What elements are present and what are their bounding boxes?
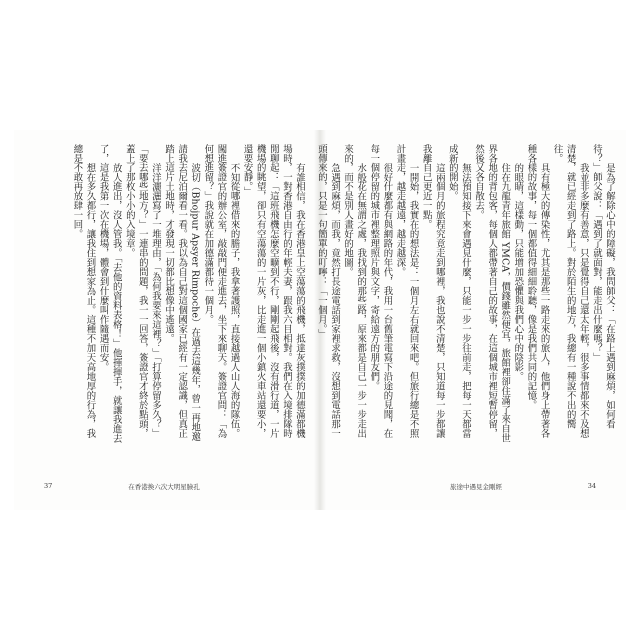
paragraph: 急遇到麻煩，而我，竟然打長途電話到家裡求救，沒想到電話那一頭傳來的，只是一句簡單的叮嚀：「一個月。」: [315, 144, 341, 439]
paragraph: 具有極大的傳染性，尤其是那些一路走來的旅人，他們身上帶著各種各樣的故事，每一個都值得細細聆聽，像是我們共同的記憶。: [525, 144, 550, 439]
paragraph: 水般花在無謂之處，我找到的那些路，原來都是自己一步一步走出來的，而不是別人畫好的地圖。: [342, 144, 367, 439]
running-title: 在香港換六次大明星臉孔: [128, 483, 200, 491]
paragraph: 很好什麼都有與網路的年代，我用一台舊筆電寫下沿途的見聞，在每一個停留的城市裡整理照片與文字，寄給遠方的朋友們。: [368, 144, 393, 439]
paragraph: 波切（Bhojpur Apsyer Rimpoche）在過去這幾年，曾一再地邀請我去尼泊爾看一看。我以為自己對這個國家已經有一定認識，但真正踏上這片土地時，才發現一切都比想像中遙遠。: [163, 144, 201, 442]
paragraph: 的眼睛，這樣動，只能增加恐懼與我們心中的陰影。: [512, 162, 524, 382]
paragraph: 無法預知接下來會遇見什麼，只能一步一步往前走，把每一天都當成新的開始。: [446, 144, 471, 439]
paragraph: 我並非多麼有善意，只是覺得自己還太年輕，很多事情都來不及想清楚，就已經走到了路上。對於陌生的地方，我總有一種說不出的嚮往。: [551, 144, 589, 439]
paragraph: 是為了解除心中的障礙，我問師父：「在路上遇到麻煩，如何看待？」師父說：「遇到了就面對，能走出什麼嗎？」: [590, 144, 615, 429]
paragraph: 有誰相信，我在香港皇上空蕩蕩的飛機，抵達灰撲撲的加德滿都機場時，一對香港自由行的年輕夫妻，跟我六目相對。我們在入境排隊時閒聊起：「這班飛機怎麼空曠到不行，剛剛起飛後，沒有滑行道，一片機場的眺望，卻只有空蕩蕩的一片灰，比走進一個小鎮火車站還要小，還要安靜。」: [241, 144, 305, 439]
left-page: [14, 130, 314, 510]
paragraph: 放人進出，沒人管我。「去他的資料表格！」他揮揮手，就讓我進去了，這是我第一次在機場，體會到什麼叫作隨遇而安。: [97, 144, 122, 443]
paragraph: 這兩個月的旅程究竟走到哪裡，我也說不清楚，只知道每一步都讓我離自己更近一點。: [420, 144, 445, 439]
right-page: [315, 130, 626, 510]
paragraph: 洋洋灑灑寫了一堆理由，「為何我要來這裡？」「打算停留多久？」「要去哪些地方？」一連串的問題，我一一回答，簽證官才終於點頭，蓋上了那枚小小的入境章。: [123, 144, 161, 439]
right-page-footer: [326, 482, 626, 494]
paragraph: 想在多久都行，讓我住到想家為止。這種不加天高地厚的行為，我總是不敢再放肆一回。: [71, 144, 96, 439]
paragraph: 一開始，我實在的想法是：一個月左右就回來吧。但旅行總是不照計畫走，越走越遠，越走越深。: [394, 144, 419, 439]
paragraph: 住在九龍青年旅館 YMCA，價錢雖然便宜，旅館裡卻住滿了來自世界各地的背包客，每個人都帶著自己的故事，在這個城市裡短暫停留，然後又各自散去。: [473, 144, 511, 443]
right-page-body: [315, 144, 616, 444]
running-title: 旅途中遇見金剛經: [450, 483, 502, 491]
paragraph: 不知從哪裡借來的膽子，我拿著護照，直接越過人山人海的隊伍。闖進簽證官的辦公室，敲敲門便走進去，坐下來聊天。簽證官問：「為何想進留？」我說就在加德滿都待一個月。: [202, 144, 240, 439]
page-number: 37: [44, 482, 53, 490]
left-page-body: [36, 144, 306, 444]
page-number: 34: [587, 482, 596, 490]
book-spread: [14, 130, 626, 510]
left-page-footer: [14, 482, 314, 494]
